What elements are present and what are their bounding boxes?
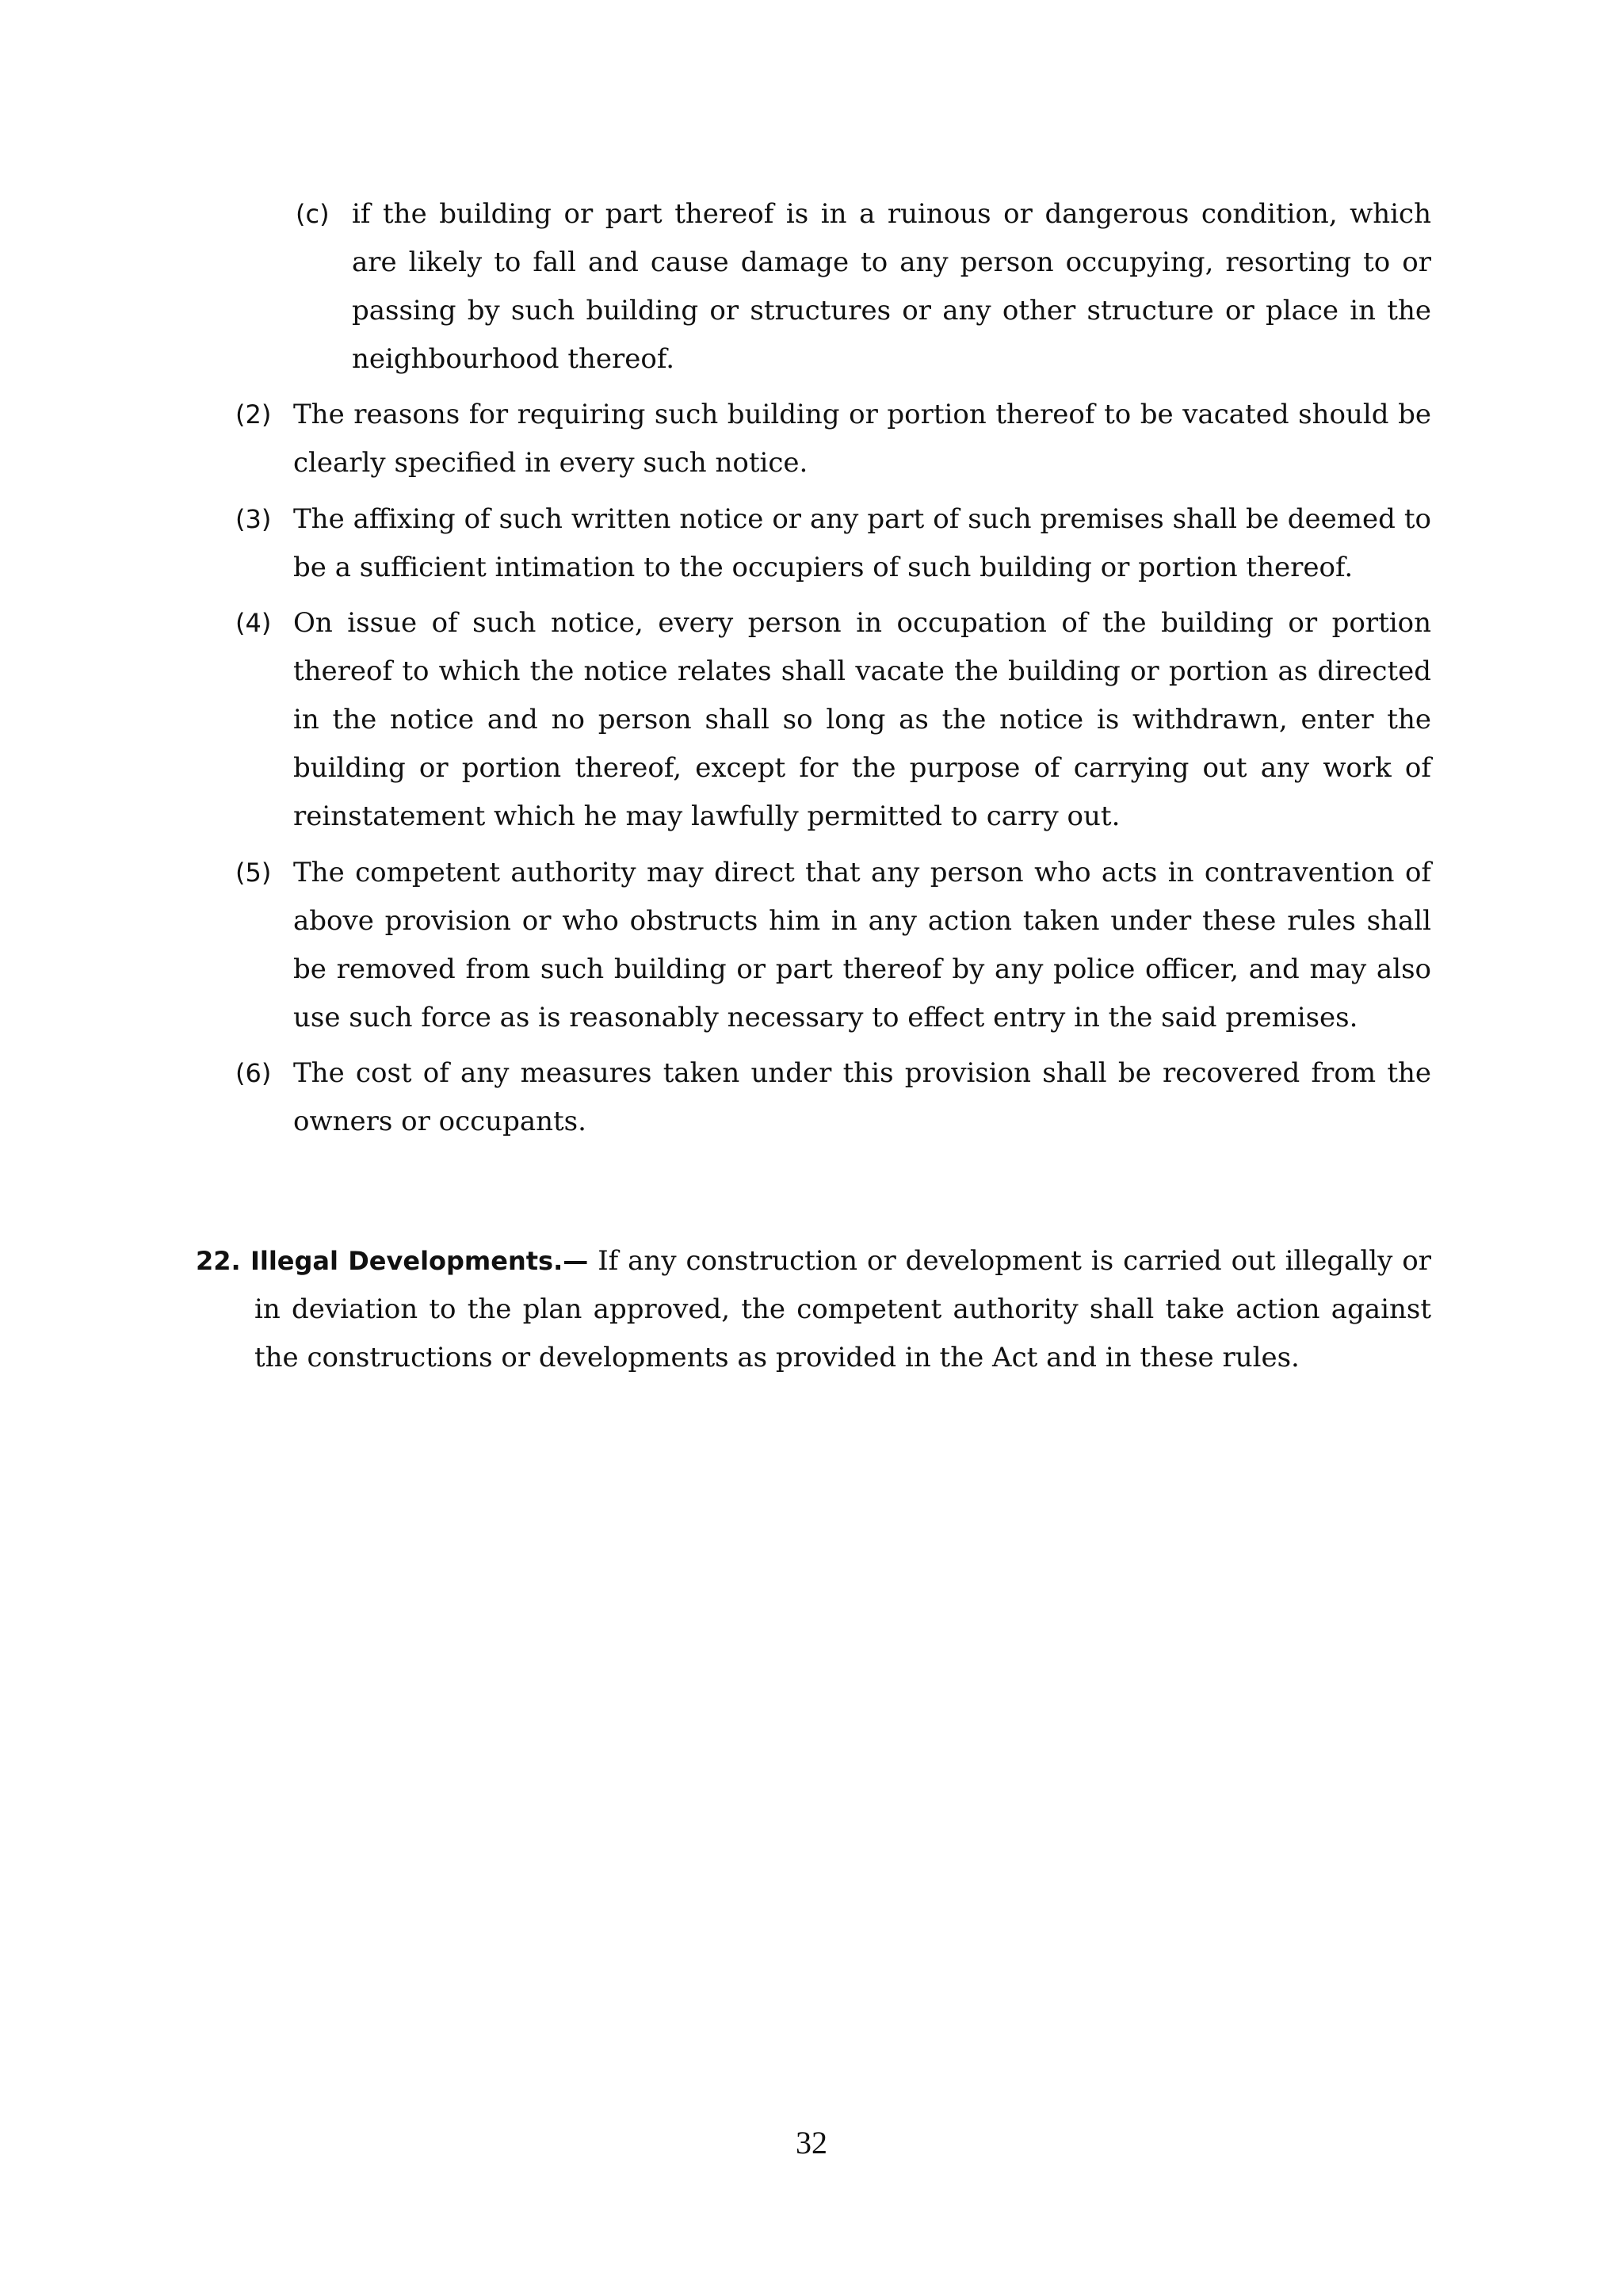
clause-c-text: if the building or part thereof is in a ruinous or dangerous condition, which are likely to fall and cause damage to any person occupying, resorting to or passing by such building or structures or any other structure or place in the neighbourhood thereof. xyxy=(352,198,1431,375)
clause-2-text: The reasons for requiring such building or portion thereof to be vacated should be clearly specified in every such notice. xyxy=(293,399,1431,479)
clause-marker-c: (c) xyxy=(296,199,330,229)
clause-3-text: The affixing of such written notice or any part of such premises shall be deemed to be a sufficient intimation to the occupiers of such building or portion thereof. xyxy=(293,503,1431,583)
section-text: If any construction or development is carried out illegally or in deviation to the plan approved, the competent authority shall take action against the constructions or developments as provided in the Act and in these rules. xyxy=(254,1245,1431,1373)
clause-marker-2: (2) xyxy=(235,399,272,430)
clause-marker-4: (4) xyxy=(235,608,272,638)
clause-marker-6: (6) xyxy=(235,1058,272,1088)
section-22 xyxy=(196,1237,1431,1382)
clause-marker-5: (5) xyxy=(235,858,272,888)
clause-6-text: The cost of any measures taken under this provision shall be recovered from the owners or occupants. xyxy=(293,1057,1431,1137)
page-number: 32 xyxy=(796,2125,827,2160)
clause-5-text: The competent authority may direct that any person who acts in contravention of above provision or who obstructs him in any action taken under these rules shall be removed from such building or part thereof by any police officer, and may also use such force as is reasonably necessary to effect entry in the said premises. xyxy=(293,857,1431,1033)
section-heading: 22. Illegal Developments.— xyxy=(196,1246,589,1276)
clause-4-text: On issue of such notice, every person in occupation of the building or portion thereof to which the notice relates shall vacate the building or portion as directed in the notice and no person shall so long as the notice is withdrawn, enter the building or portion thereof, except for the purpose of carrying out any work of reinstatement which he may lawfully permitted to carry out. xyxy=(293,607,1431,832)
clause-marker-3: (3) xyxy=(235,504,272,534)
